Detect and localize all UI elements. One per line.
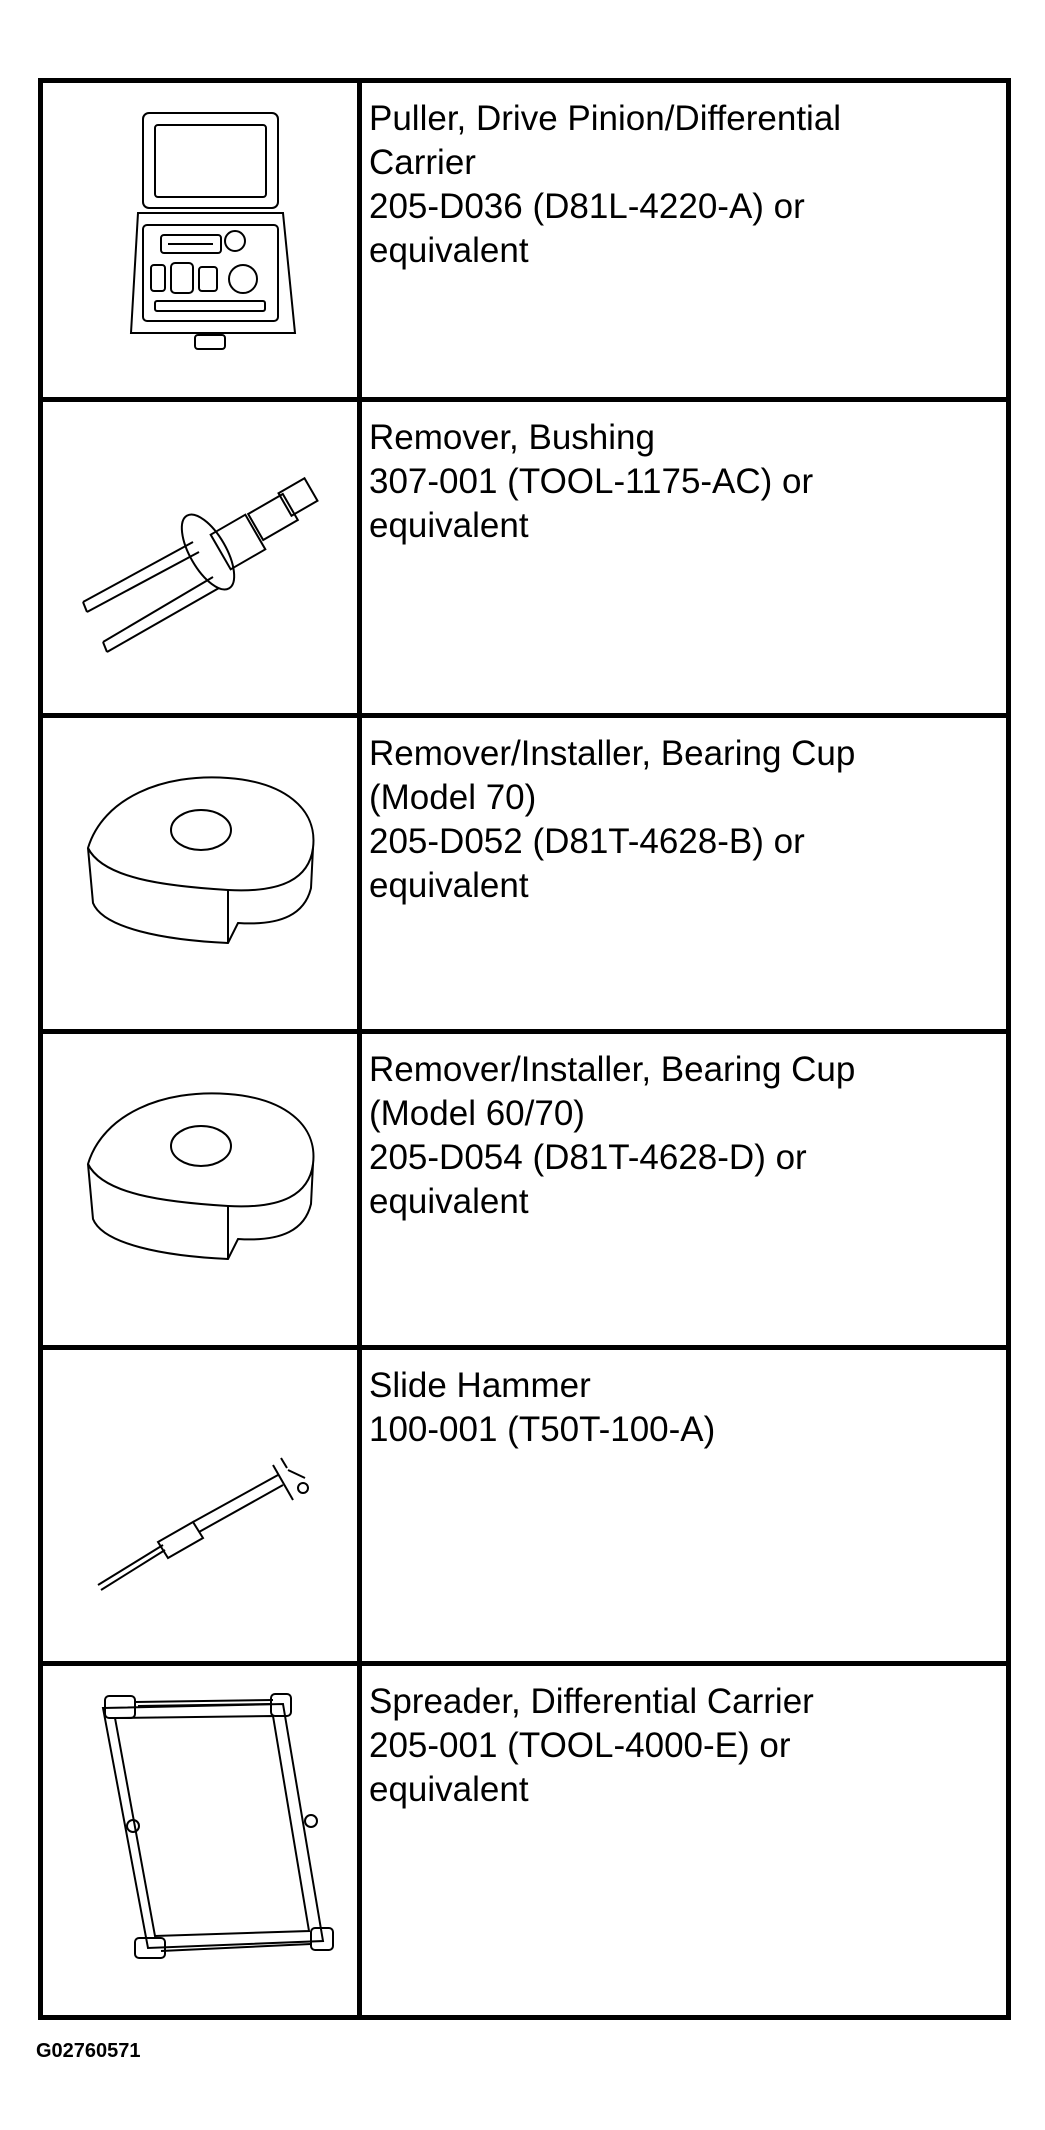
tool-description (369, 1680, 999, 1812)
tool-image-cell (43, 1666, 362, 2015)
tool-description (369, 416, 999, 548)
tool-model-line: (Model 60/70) (369, 1094, 585, 1133)
tool-description (369, 732, 999, 908)
tool-description (369, 97, 999, 273)
table-row (43, 1029, 1006, 1345)
table-row (43, 83, 1006, 397)
carrier-spreader-icon (43, 1666, 357, 2015)
tool-name-line: Remover, Bushing (369, 418, 655, 457)
tool-equivalent-line: equivalent (369, 506, 529, 545)
tool-equivalent-line: equivalent (369, 1182, 529, 1221)
tool-number-line: 205-D036 (D81L-4220-A) or (369, 187, 805, 226)
bushing-remover-icon (43, 402, 357, 713)
special-tools-table (38, 78, 1011, 2020)
tool-image-cell (43, 402, 362, 713)
table-row (43, 1661, 1006, 2015)
tool-equivalent-line: equivalent (369, 231, 529, 270)
tool-name-line: Slide Hammer (369, 1366, 591, 1405)
tool-number-line: 205-D054 (D81T-4628-D) or (369, 1138, 807, 1177)
figure-id: G02760571 (36, 2040, 141, 2062)
tool-name-line: Carrier (369, 143, 476, 182)
tool-number-line: 205-001 (TOOL-4000-E) or (369, 1726, 791, 1765)
tool-image-cell (43, 83, 362, 397)
tool-number-line: 205-D052 (D81T-4628-B) or (369, 822, 805, 861)
tool-description (369, 1048, 999, 1224)
tool-equivalent-line: equivalent (369, 1770, 529, 1809)
tool-image-cell (43, 718, 362, 1029)
tool-number-line: 307-001 (TOOL-1175-AC) or (369, 462, 814, 501)
bearing-cup-tool-icon (43, 1034, 357, 1345)
slide-hammer-icon (43, 1350, 357, 1661)
tool-name-line: Puller, Drive Pinion/Differential (369, 99, 842, 138)
tool-name-line: Spreader, Differential Carrier (369, 1682, 814, 1721)
tool-equivalent-line: equivalent (369, 866, 529, 905)
table-row (43, 397, 1006, 713)
tool-image-cell (43, 1350, 362, 1661)
tool-image-cell (43, 1034, 362, 1345)
table-row (43, 1345, 1006, 1661)
bearing-cup-tool-icon (43, 718, 357, 1029)
table-row (43, 713, 1006, 1029)
tool-number-line: 100-001 (T50T-100-A) (369, 1410, 716, 1449)
tool-case-icon (43, 83, 357, 397)
tool-description (369, 1364, 999, 1452)
tool-name-line: Remover/Installer, Bearing Cup (369, 734, 856, 773)
tool-name-line: Remover/Installer, Bearing Cup (369, 1050, 856, 1089)
tool-model-line: (Model 70) (369, 778, 537, 817)
